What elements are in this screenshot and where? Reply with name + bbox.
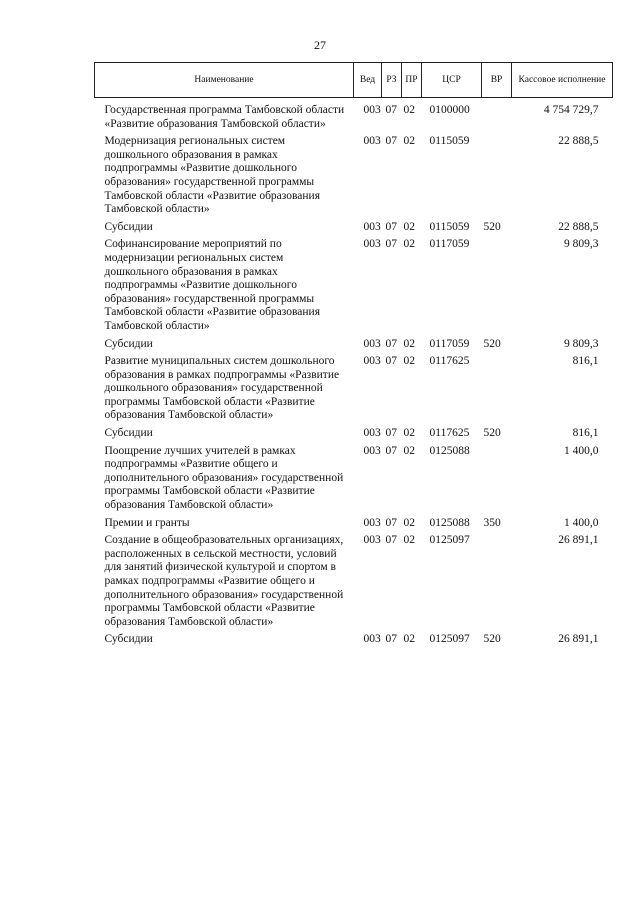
cell-ved: 003 <box>363 135 381 148</box>
table-row <box>95 534 613 633</box>
cell-rz: 07 <box>385 104 397 116</box>
cell-ved: 003 <box>363 444 381 457</box>
cell-ved: 003 <box>363 427 381 440</box>
cell-rz: 07 <box>385 220 397 233</box>
header-pr: ПР <box>402 63 422 98</box>
cell-ved: 003 <box>363 104 381 116</box>
cell-csr: 0115059 <box>429 220 470 233</box>
cell-vr: 520 <box>483 427 501 440</box>
header-sum: Кассовое исполнение <box>512 63 613 98</box>
cell-pr: 02 <box>403 444 415 457</box>
cell-vr: 350 <box>483 516 501 529</box>
cell-rz: 07 <box>385 516 397 529</box>
table-row <box>95 221 613 239</box>
cell-pr: 02 <box>403 516 415 529</box>
cell-sum: 26 891,1 <box>558 633 599 646</box>
cell-csr: 0117059 <box>429 337 470 350</box>
cell-pr: 02 <box>403 337 415 350</box>
cell-name: Субсидии <box>104 220 153 233</box>
cell-pr: 02 <box>403 427 415 440</box>
cell-pr: 02 <box>403 238 415 251</box>
cell-csr: 0125097 <box>429 534 470 547</box>
cell-rz: 07 <box>385 633 397 646</box>
table-row <box>95 135 613 221</box>
cell-sum: 816,1 <box>572 427 599 440</box>
cell-pr: 02 <box>403 355 415 368</box>
cell-rz: 07 <box>385 534 397 547</box>
cell-vr: 520 <box>483 220 501 233</box>
table-row <box>95 633 613 651</box>
cell-sum: 816,1 <box>572 355 599 368</box>
cell-vr <box>482 135 512 221</box>
cell-rz: 07 <box>385 444 397 457</box>
cell-vr <box>482 98 512 136</box>
page-number: 27 <box>314 38 326 52</box>
cell-rz: 07 <box>385 337 397 350</box>
cell-name: Создание в общеобразовательных организациях, расположенных в сельской местности, условий для занятий физической культурой и спортом в рамках подпрограммы «Развитие общего и дополнительного образования» государственной программы Тамбовской области «Развитие образования Тамбовской области» <box>104 534 344 628</box>
cell-sum: 9 809,3 <box>564 337 599 350</box>
cell-csr: 0115059 <box>429 135 470 148</box>
cell-rz: 07 <box>385 238 397 251</box>
cell-rz: 07 <box>385 355 397 368</box>
cell-ved: 003 <box>363 337 381 350</box>
cell-sum: 26 891,1 <box>558 534 599 547</box>
cell-pr: 02 <box>403 135 415 148</box>
cell-name: Премии и гранты <box>104 516 190 529</box>
cell-pr: 02 <box>403 534 415 547</box>
cell-sum: 1 400,0 <box>564 444 599 457</box>
cell-sum: 22 888,5 <box>558 135 599 148</box>
table-header <box>95 63 613 98</box>
header-name: Наименование <box>95 63 354 98</box>
cell-csr: 0125097 <box>429 633 470 646</box>
cell-sum: 1 400,0 <box>564 516 599 529</box>
table-row <box>95 445 613 517</box>
cell-sum: 9 809,3 <box>564 238 599 251</box>
cell-rz: 07 <box>385 427 397 440</box>
cell-name: Развитие муниципальных систем дошкольного образования в рамках подпрограммы «Развитие дошкольного образования» государственной программы Тамбовской области «Развитие образования Тамбовской области» <box>104 355 340 422</box>
cell-csr: 0117625 <box>429 355 470 368</box>
cell-vr: 520 <box>483 633 501 646</box>
cell-ved: 003 <box>363 516 381 529</box>
table-row <box>95 238 613 337</box>
cell-name: Субсидии <box>104 427 153 440</box>
header-row <box>95 63 613 98</box>
table-row <box>95 98 613 136</box>
cell-vr: 520 <box>483 337 501 350</box>
cell-name: Государственная программа Тамбовской области «Развитие образования Тамбовской области» <box>104 104 345 130</box>
table-row <box>95 338 613 356</box>
cell-csr: 0125088 <box>429 516 470 529</box>
table-body <box>95 98 613 651</box>
cell-name: Субсидии <box>104 633 153 646</box>
cell-vr <box>482 445 512 517</box>
header-ved: Вед <box>354 63 382 98</box>
cell-ved: 003 <box>363 238 381 251</box>
cell-vr <box>482 355 512 427</box>
cell-sum: 4 754 729,7 <box>543 104 599 116</box>
table-row <box>95 427 613 445</box>
cell-name: Модернизация региональных систем дошкольного образования в рамках подпрограммы «Развитие дошкольного образования» государственной программы Тамбовской области «Развитие образования Тамбовской области» <box>104 135 320 216</box>
cell-ved: 003 <box>363 355 381 368</box>
header-vr: ВР <box>482 63 512 98</box>
cell-ved: 003 <box>363 534 381 547</box>
cell-pr: 02 <box>403 220 415 233</box>
cell-pr: 02 <box>403 633 415 646</box>
cell-name: Софинансирование мероприятий по модернизации региональных систем дошкольного образования в рамках подпрограммы «Развитие дошкольного образования» государственной программы Тамбовской области «Развитие образования Тамбовской области» <box>104 238 320 332</box>
cell-csr: 0117059 <box>429 238 470 251</box>
header-csr: ЦСР <box>422 63 482 98</box>
table-row <box>95 517 613 535</box>
cell-rz: 07 <box>385 135 397 148</box>
cell-vr <box>482 534 512 633</box>
cell-ved: 003 <box>363 220 381 233</box>
cell-ved: 003 <box>363 633 381 646</box>
cell-vr <box>482 238 512 337</box>
cell-sum: 22 888,5 <box>558 220 599 233</box>
table-row <box>95 355 613 427</box>
cell-name: Субсидии <box>104 337 153 350</box>
budget-table <box>94 62 613 651</box>
cell-csr: 0100000 <box>429 104 470 116</box>
cell-name: Поощрение лучших учителей в рамках подпрограммы «Развитие общего и дополнительного образования» государственной программы Тамбовской области «Развитие образования Тамбовской области» <box>104 444 344 512</box>
cell-pr: 02 <box>403 104 415 116</box>
header-rz: РЗ <box>382 63 402 98</box>
cell-csr: 0125088 <box>429 444 470 457</box>
cell-csr: 0117625 <box>429 427 470 440</box>
